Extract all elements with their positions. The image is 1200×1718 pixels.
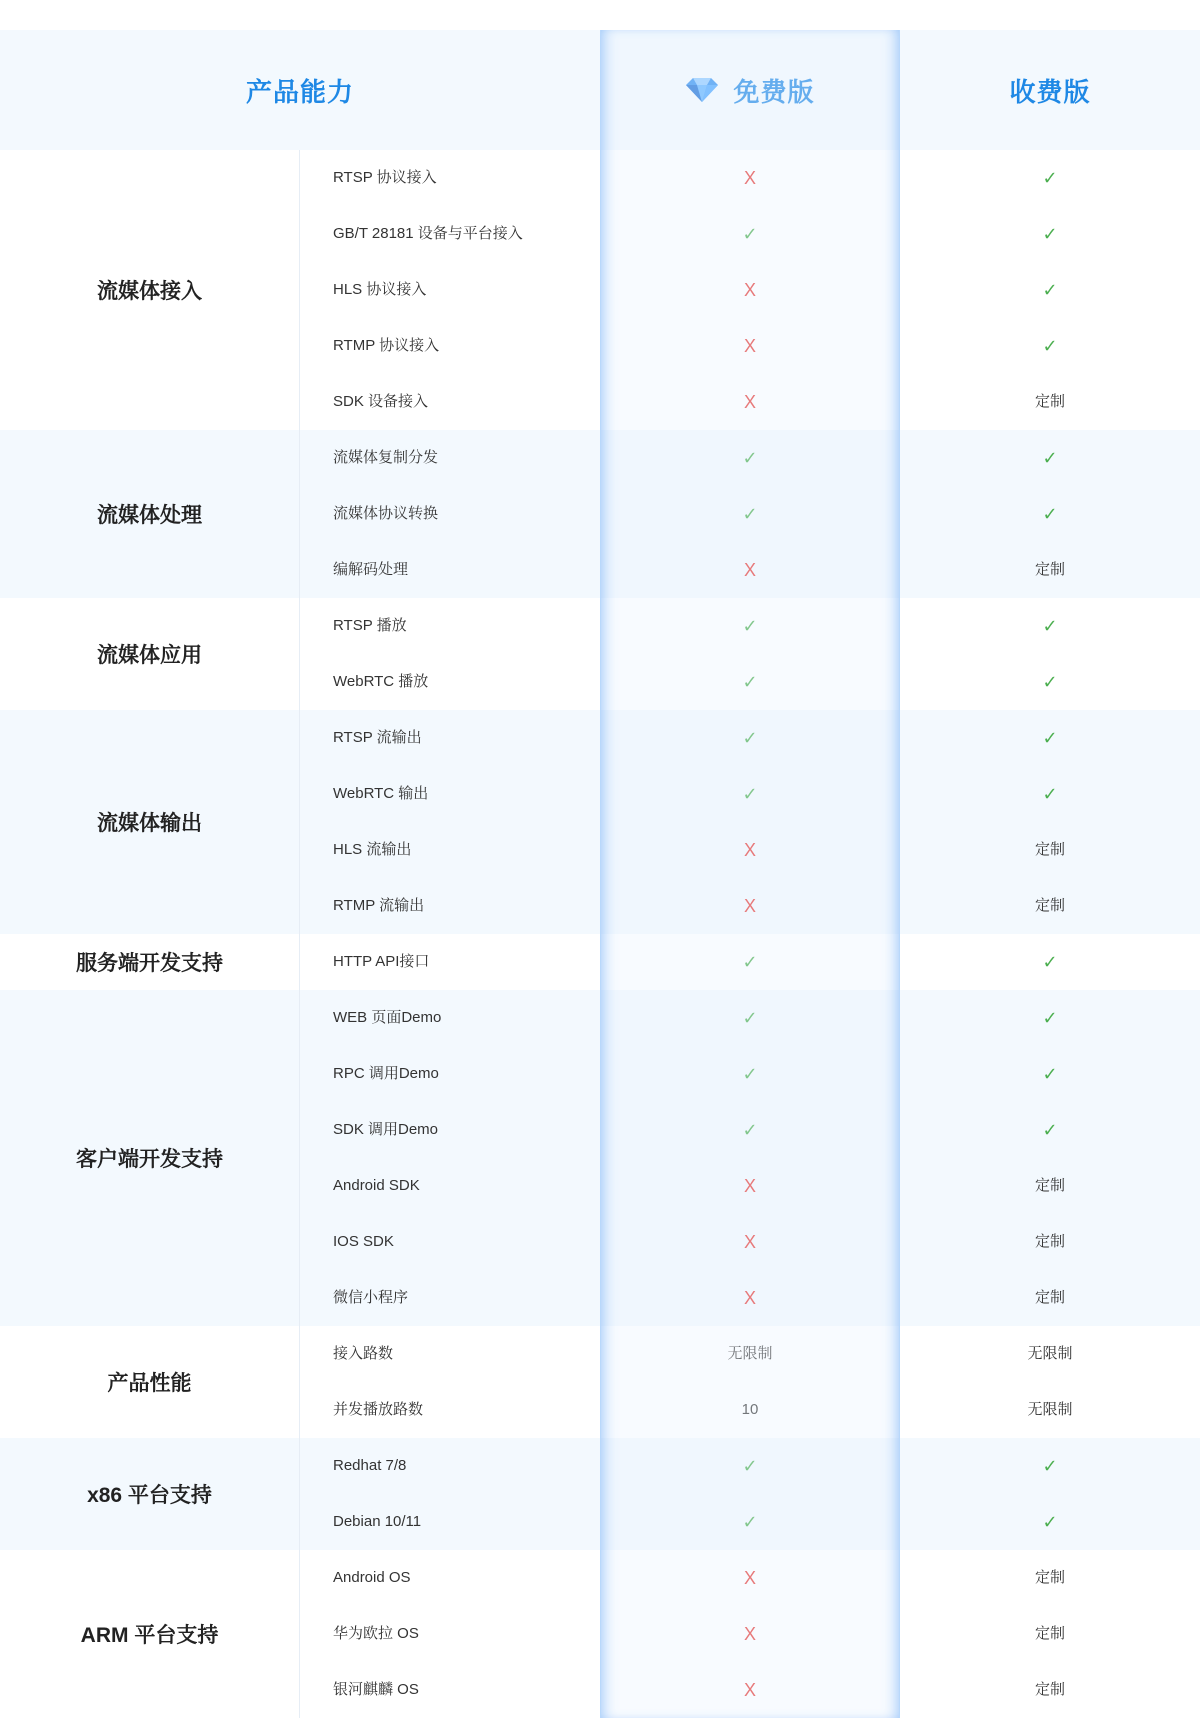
- feature-name: IOS SDK: [333, 1233, 394, 1250]
- header-free-edition: [600, 30, 900, 150]
- free-cross-icon: X: [743, 560, 756, 580]
- table-row: [0, 1046, 1200, 1102]
- free-check-icon: ✓: [742, 728, 758, 748]
- paid-check-icon: ✓: [1042, 1512, 1058, 1532]
- paid-check-icon: ✓: [1042, 616, 1058, 636]
- paid-value: 定制: [1034, 561, 1065, 578]
- paid-check-icon: ✓: [1042, 168, 1058, 188]
- group-label: 流媒体输出: [0, 710, 300, 934]
- free-cross-icon: X: [743, 1288, 756, 1308]
- free-cross-icon: X: [743, 1680, 756, 1700]
- table-row: [0, 1606, 1200, 1662]
- header-paid-edition: 收费版: [1009, 76, 1091, 107]
- table-row: [0, 710, 1200, 766]
- free-value: 10: [741, 1401, 759, 1418]
- group-label: 客户端开发支持: [0, 990, 300, 1326]
- paid-check-icon: ✓: [1042, 728, 1058, 748]
- table-row: [0, 1102, 1200, 1158]
- feature-name: HLS 流输出: [333, 841, 412, 858]
- feature-group: [0, 990, 1200, 1326]
- free-check-icon: ✓: [742, 672, 758, 692]
- feature-name: HTTP API接口: [333, 953, 430, 970]
- feature-name: 华为欧拉 OS: [333, 1625, 419, 1642]
- feature-name: RTSP 流输出: [333, 729, 422, 746]
- table-row: [0, 206, 1200, 262]
- feature-group: [0, 430, 1200, 598]
- free-check-icon: ✓: [742, 952, 758, 972]
- free-check-icon: ✓: [742, 1512, 758, 1532]
- feature-name: HLS 协议接入: [333, 281, 427, 298]
- feature-name: GB/T 28181 设备与平台接入: [333, 225, 523, 242]
- table-row: [0, 1662, 1200, 1718]
- diamond-icon: [685, 77, 719, 103]
- feature-name: 微信小程序: [333, 1289, 409, 1306]
- feature-group: [0, 598, 1200, 710]
- table-row: [0, 934, 1200, 990]
- feature-name: 接入路数: [333, 1345, 394, 1362]
- feature-name: 流媒体复制分发: [333, 449, 439, 466]
- free-check-icon: ✓: [742, 1064, 758, 1084]
- feature-name: Android OS: [333, 1569, 411, 1586]
- feature-name: 编解码处理: [333, 561, 409, 578]
- free-cross-icon: X: [743, 1624, 756, 1644]
- free-cross-icon: X: [743, 840, 756, 860]
- free-value: 无限制: [727, 1345, 773, 1362]
- paid-check-icon: ✓: [1042, 1456, 1058, 1476]
- paid-check-icon: ✓: [1042, 952, 1058, 972]
- table-row: [0, 766, 1200, 822]
- paid-check-icon: ✓: [1042, 504, 1058, 524]
- table-row: [0, 1494, 1200, 1550]
- paid-check-icon: ✓: [1042, 1008, 1058, 1028]
- free-check-icon: ✓: [742, 616, 758, 636]
- free-cross-icon: X: [743, 896, 756, 916]
- paid-value: 定制: [1034, 841, 1065, 858]
- free-cross-icon: X: [743, 392, 756, 412]
- table-row: [0, 1382, 1200, 1438]
- free-check-icon: ✓: [742, 504, 758, 524]
- table-row: [0, 1326, 1200, 1382]
- free-check-icon: ✓: [742, 1456, 758, 1476]
- group-label: x86 平台支持: [0, 1438, 300, 1550]
- paid-value: 无限制: [1027, 1401, 1073, 1418]
- table-row: [0, 318, 1200, 374]
- feature-name: SDK 设备接入: [333, 393, 429, 410]
- paid-value: 定制: [1034, 1625, 1065, 1642]
- feature-group: [0, 150, 1200, 430]
- paid-check-icon: ✓: [1042, 336, 1058, 356]
- feature-group: [0, 934, 1200, 990]
- feature-name: WEB 页面Demo: [333, 1009, 442, 1026]
- table-row: [0, 1270, 1200, 1326]
- paid-check-icon: ✓: [1042, 1064, 1058, 1084]
- free-cross-icon: X: [743, 336, 756, 356]
- table-row: [0, 1158, 1200, 1214]
- feature-name: RPC 调用Demo: [333, 1065, 439, 1082]
- feature-name: RTMP 协议接入: [333, 337, 440, 354]
- paid-check-icon: ✓: [1042, 280, 1058, 300]
- paid-check-icon: ✓: [1042, 448, 1058, 468]
- table-row: [0, 1214, 1200, 1270]
- feature-name: Debian 10/11: [333, 1513, 422, 1530]
- free-check-icon: ✓: [742, 1008, 758, 1028]
- feature-group: [0, 1438, 1200, 1550]
- table-row: [0, 262, 1200, 318]
- paid-check-icon: ✓: [1042, 784, 1058, 804]
- table-row: [0, 822, 1200, 878]
- paid-value: 定制: [1034, 393, 1065, 410]
- paid-value: 无限制: [1027, 1345, 1073, 1362]
- free-cross-icon: X: [743, 168, 756, 188]
- feature-name: 并发播放路数: [333, 1401, 424, 1418]
- feature-name: Android SDK: [333, 1177, 420, 1194]
- free-check-icon: ✓: [742, 224, 758, 244]
- free-cross-icon: X: [743, 1568, 756, 1588]
- free-check-icon: ✓: [742, 1120, 758, 1140]
- feature-group: [0, 1550, 1200, 1718]
- group-label: 服务端开发支持: [0, 934, 300, 990]
- feature-group: [0, 710, 1200, 934]
- free-check-icon: ✓: [742, 784, 758, 804]
- paid-check-icon: ✓: [1042, 1120, 1058, 1140]
- table-header: [0, 30, 1200, 150]
- group-label: ARM 平台支持: [0, 1550, 300, 1718]
- paid-check-icon: ✓: [1042, 224, 1058, 244]
- feature-name: 流媒体协议转换: [333, 505, 439, 522]
- feature-name: WebRTC 输出: [333, 785, 429, 802]
- table-row: [0, 990, 1200, 1046]
- group-label: 流媒体应用: [0, 598, 300, 710]
- paid-check-icon: ✓: [1042, 672, 1058, 692]
- feature-name: WebRTC 播放: [333, 673, 429, 690]
- feature-name: Redhat 7/8: [333, 1457, 407, 1474]
- free-cross-icon: X: [743, 1232, 756, 1252]
- header-capability: 产品能力: [245, 76, 354, 107]
- free-check-icon: ✓: [742, 448, 758, 468]
- table-row: [0, 1438, 1200, 1494]
- paid-value: 定制: [1034, 1681, 1065, 1698]
- table-row: [0, 878, 1200, 934]
- feature-name: RTMP 流输出: [333, 897, 425, 914]
- paid-value: 定制: [1034, 1569, 1065, 1586]
- paid-value: 定制: [1034, 1233, 1065, 1250]
- feature-name: 银河麒麟 OS: [333, 1681, 419, 1698]
- table-row: [0, 1550, 1200, 1606]
- table-row: [0, 654, 1200, 710]
- group-label: 产品性能: [0, 1326, 300, 1438]
- table-row: [0, 150, 1200, 206]
- feature-group: [0, 1326, 1200, 1438]
- feature-name: SDK 调用Demo: [333, 1121, 439, 1138]
- feature-name: RTSP 播放: [333, 617, 407, 634]
- free-cross-icon: X: [743, 1176, 756, 1196]
- table-row: [0, 374, 1200, 430]
- table-row: [0, 486, 1200, 542]
- group-label: 流媒体接入: [0, 150, 300, 430]
- group-label: 流媒体处理: [0, 430, 300, 598]
- paid-value: 定制: [1034, 897, 1065, 914]
- feature-name: RTSP 协议接入: [333, 169, 437, 186]
- paid-value: 定制: [1034, 1177, 1065, 1194]
- free-cross-icon: X: [743, 280, 756, 300]
- header-free-label: 免费版: [733, 76, 815, 107]
- paid-value: 定制: [1034, 1289, 1065, 1306]
- table-row: [0, 598, 1200, 654]
- table-row: [0, 542, 1200, 598]
- table-row: [0, 430, 1200, 486]
